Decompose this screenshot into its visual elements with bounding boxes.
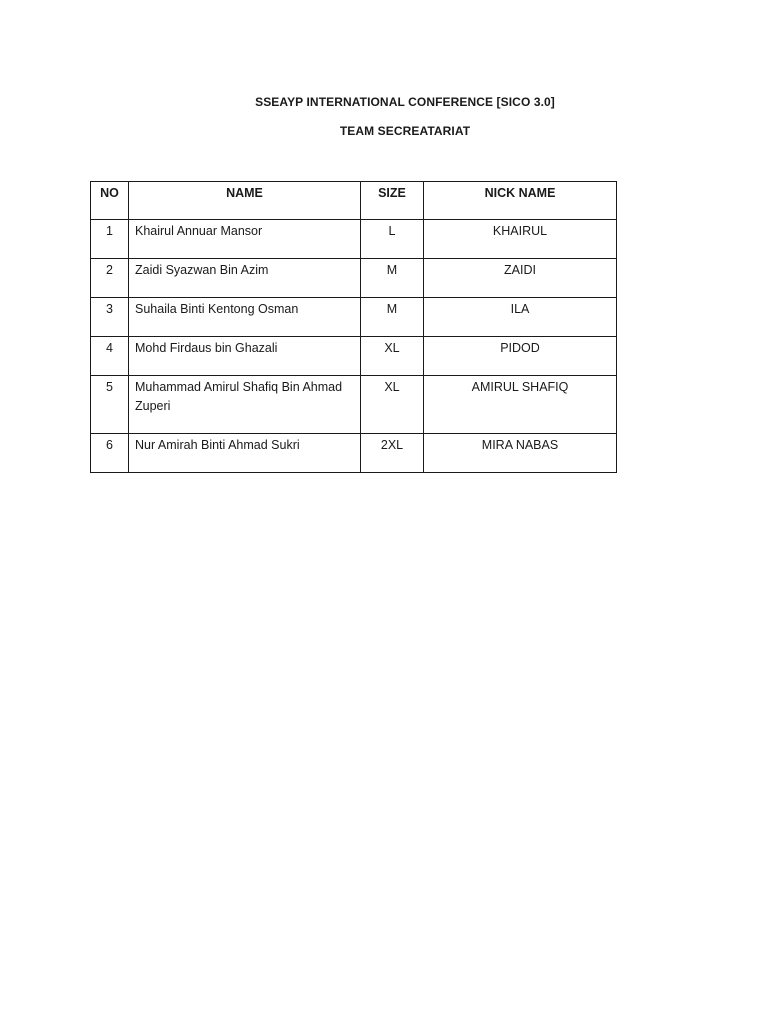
cell-name: Khairul Annuar Mansor <box>129 220 361 259</box>
header-no: NO <box>91 182 129 220</box>
cell-name: Mohd Firdaus bin Ghazali <box>129 337 361 376</box>
cell-size: XL <box>361 376 424 434</box>
cell-name: Nur Amirah Binti Ahmad Sukri <box>129 434 361 473</box>
cell-no: 4 <box>91 337 129 376</box>
table-row <box>91 337 617 376</box>
header-name: NAME <box>129 182 361 220</box>
cell-nick-name: MIRA NABAS <box>424 434 617 473</box>
table-row <box>91 376 617 434</box>
cell-no: 1 <box>91 220 129 259</box>
roster-table <box>90 181 617 473</box>
cell-no: 5 <box>91 376 129 434</box>
cell-no: 3 <box>91 298 129 337</box>
cell-no: 6 <box>91 434 129 473</box>
document-subtitle: TEAM SECREATARIAT <box>339 124 471 138</box>
cell-no: 2 <box>91 259 129 298</box>
cell-name: Zaidi Syazwan Bin Azim <box>129 259 361 298</box>
cell-size: 2XL <box>361 434 424 473</box>
table-header-row <box>91 182 617 220</box>
table-row <box>91 259 617 298</box>
table-row <box>91 434 617 473</box>
cell-name: Suhaila Binti Kentong Osman <box>129 298 361 337</box>
cell-size: XL <box>361 337 424 376</box>
cell-nick-name: PIDOD <box>424 337 617 376</box>
cell-size: M <box>361 298 424 337</box>
cell-size: L <box>361 220 424 259</box>
header-nick-name: NICK NAME <box>424 182 617 220</box>
table-row <box>91 298 617 337</box>
cell-name: Muhammad Amirul Shafiq Bin Ahmad Zuperi <box>129 376 361 434</box>
cell-nick-name: ZAIDI <box>424 259 617 298</box>
header-size: SIZE <box>361 182 424 220</box>
cell-size: M <box>361 259 424 298</box>
document-title: SSEAYP INTERNATIONAL CONFERENCE [SICO 3.0] <box>255 95 555 109</box>
cell-nick-name: KHAIRUL <box>424 220 617 259</box>
cell-nick-name: AMIRUL SHAFIQ <box>424 376 617 434</box>
cell-nick-name: ILA <box>424 298 617 337</box>
table-row <box>91 220 617 259</box>
